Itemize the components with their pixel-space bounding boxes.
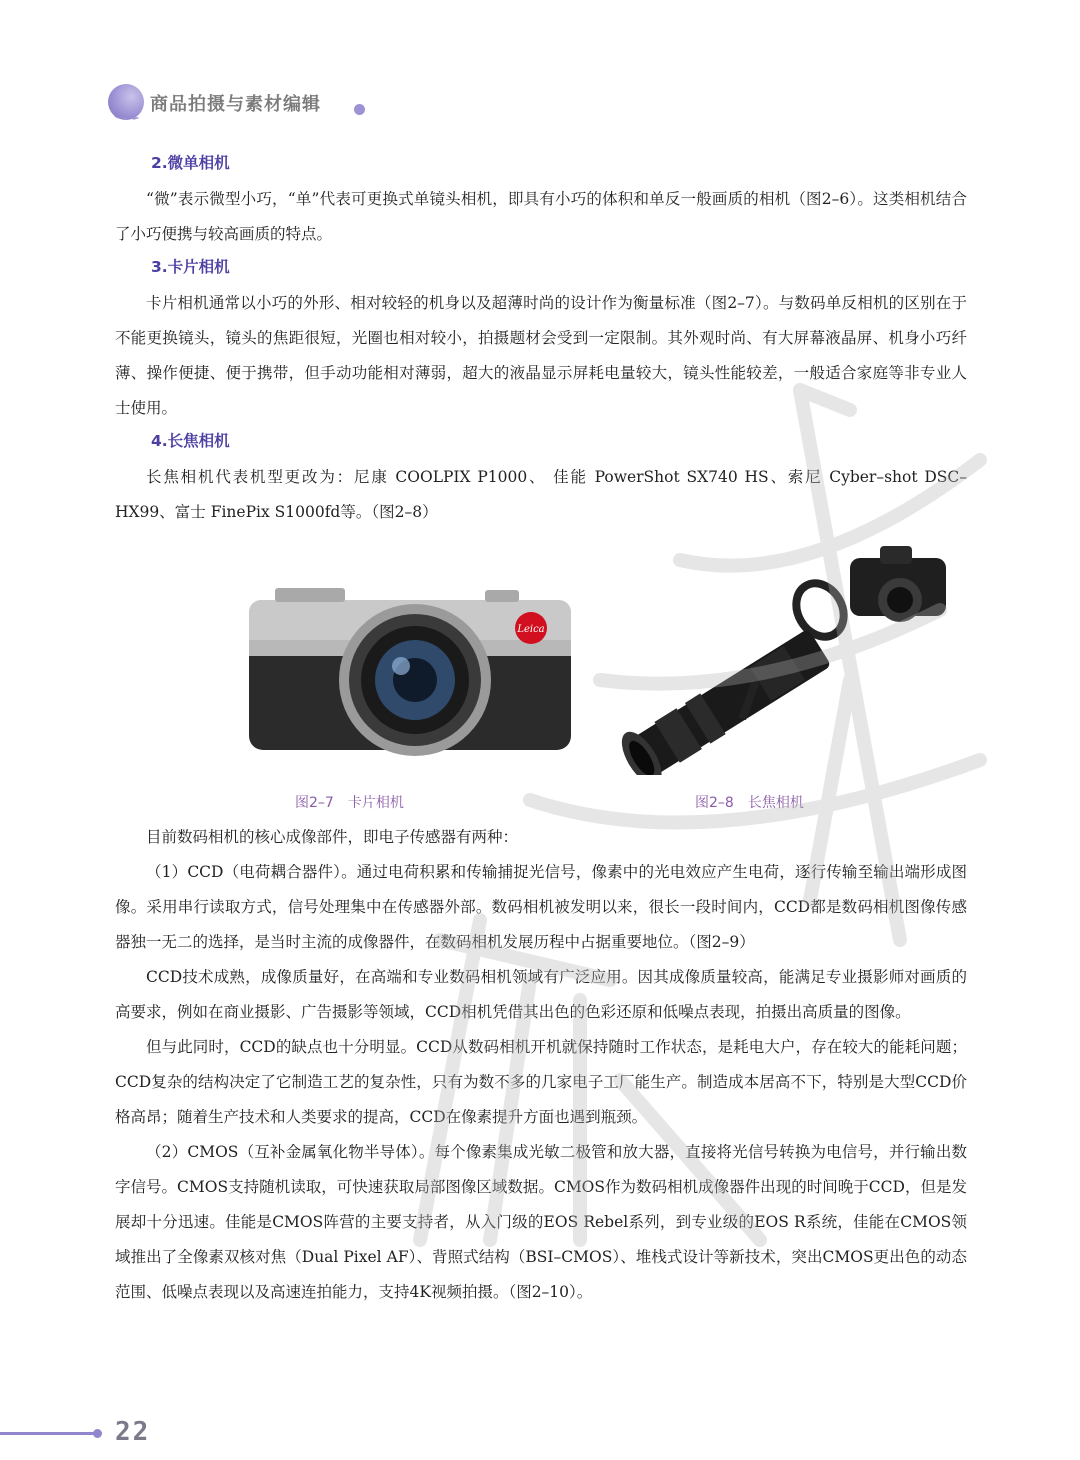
paragraph-ccd-advantages: CCD技术成熟，成像质量好，在高端和专业数码相机领域有广泛应用。因其成像质量较高，能满足专业摄影师对画质的高要求，例如在商业摄影、广告摄影等领域，CCD相机凭借其出色的色彩还原和低噪点表现，拍摄出高质量的图像。 <box>115 968 967 1021</box>
logo-ring <box>114 110 142 120</box>
paragraph-compact: 卡片相机通常以小巧的外形、相对较轻的机身以及超薄时尚的设计作为衡量标准（图2–7）。与数码单反相机的区别在于不能更换镜头，镜头的焦距很短，光圈也相对较小，拍摄题材会受到一定限制。其外观时尚、有大屏幕液晶屏、机身小巧纤薄、操作便捷、便于携带，但手动功能相对薄弱，超大的液晶显示屏耗电量较大，镜头性能较差，一般适合家庭等非专业人士使用。 <box>115 294 967 417</box>
paragraph-ccd: （1）CCD（电荷耦合器件）。通过电荷积累和传输捕捉光信号，像素中的光电效应产生电荷，逐行传输至输出端形成图像。采用串行读取方式，信号处理集中在传感器外部。数码相机被发明以来，很长一段时间内，CCD都是数码相机图像传感器独一无二的选择，是当时主流的成像器件，在数码相机发展历程中占据重要地位。（图2–9） <box>115 863 967 951</box>
page-header <box>108 84 368 128</box>
section-heading-mirrorless: 2.微单相机 <box>151 154 230 172</box>
page-footer <box>0 1440 1080 1460</box>
leica-logo-text: Leica <box>517 624 545 635</box>
header-dot-icon <box>354 104 365 115</box>
paragraph-ccd-drawbacks: 但与此同时，CCD的缺点也十分明显。CCD从数码相机开机就保持随时工作状态，是耗电大户，存在较大的能耗问题； CCD复杂的结构决定了它制造工艺的复杂性，只有为数不多的几家电子工厂能生产。制造成本居高不下，特别是大型CCD价格高昂；随着生产技术和人类要求的提高，CCD在像素提升方面也遇到瓶颈。 <box>115 1038 967 1126</box>
paragraph-telephoto: 长焦相机代表机型更改为：尼康 COOLPIX P1000、 佳能 PowerShot SX740 HS、索尼 Cyber–shot DSC–HX99、富士 FinePix S1000fd等。（图2–8） <box>115 468 967 521</box>
page-number: 22 <box>115 1417 151 1447</box>
figure-captions <box>115 790 967 820</box>
figure-caption-2-8: 图2–8 长焦相机 <box>695 795 804 811</box>
telephoto-camera-image <box>595 540 965 775</box>
section-heading-compact: 3.卡片相机 <box>151 258 230 276</box>
book-title: 商品拍摄与素材编辑 <box>150 94 321 115</box>
figure-row <box>115 540 967 790</box>
page-content <box>115 148 967 1310</box>
footer-line <box>0 1432 95 1435</box>
paragraph-sensor-intro: 目前数码相机的核心成像部件，即电子传感器有两种： <box>146 828 519 846</box>
paragraph-mirrorless: “微”表示微型小巧，“单”代表可更换式单镜头相机，即具有小巧的体积和单反一般画质的相机（图2–6）。这类相机结合了小巧便携与较高画质的特点。 <box>115 190 967 243</box>
section-heading-telephoto: 4.长焦相机 <box>151 432 230 450</box>
footer-dot-icon <box>93 1429 102 1438</box>
figure-caption-2-7: 图2–7 卡片相机 <box>295 795 404 811</box>
compact-camera-image <box>235 570 590 760</box>
paragraph-cmos: （2）CMOS（互补金属氧化物半导体）。每个像素集成光敏二极管和放大器，直接将光信号转换为电信号，并行输出数字信号。CMOS支持随机读取，可快速获取局部图像区域数据。CMOS作为数码相机成像器件出现的时间晚于CCD，但是发展却十分迅速。佳能是CMOS阵营的主要支持者，从入门级的EOS Rebel系列，到专业级的EOS R系统，佳能在CMOS领域推出了全像素双核对焦（Dual Pixel AF）、背照式结构（BSI–CMOS）、堆栈式设计等新技术，突出CMOS更出色的动态范围、低噪点表现以及高速连拍能力，支持4K视频拍摄。（图2–10）。 <box>115 1143 967 1301</box>
